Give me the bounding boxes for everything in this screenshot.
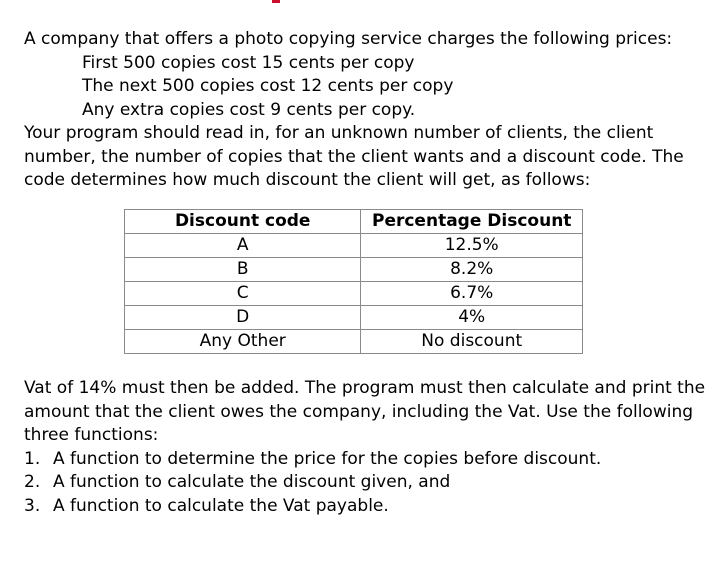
table-row <box>125 258 583 282</box>
price-line-first-500: First 500 copies cost 15 cents per copy <box>82 52 415 73</box>
percentage-cell: 8.2% <box>361 258 583 282</box>
price-line-next-500: The next 500 copies cost 12 cents per copy <box>82 76 454 96</box>
code-cell: B <box>125 258 361 282</box>
table-row <box>125 234 583 258</box>
intro-paragraph-line: number, the number of copies that the client wants and a discount code. The <box>24 146 684 167</box>
percentage-cell: 4% <box>361 306 583 330</box>
table-row <box>125 306 583 330</box>
functions-list <box>24 448 708 519</box>
list-item-text: A function to calculate the Vat payable. <box>53 495 389 516</box>
code-cell: Any Other <box>125 330 361 354</box>
header-discount-code: Discount code <box>125 210 361 234</box>
percentage-cell: No discount <box>361 330 583 354</box>
code-cell: C <box>125 282 361 306</box>
code-cell: A <box>125 234 361 258</box>
outro-paragraph-line: amount that the client owes the company, including the Vat. Use the following <box>24 401 694 422</box>
outro-section <box>24 377 708 518</box>
percentage-cell: 12.5% <box>361 234 583 258</box>
header-percentage-discount: Percentage Discount <box>361 210 583 234</box>
intro-paragraph-line: Your program should read in, for an unknown number of clients, the client <box>24 123 654 143</box>
list-item <box>24 495 708 519</box>
list-item-number: 2. <box>24 472 41 492</box>
intro-section <box>24 28 708 193</box>
list-item <box>24 471 708 495</box>
intro-paragraph-line: code determines how much discount the client will get, as follows: <box>24 170 591 190</box>
red-accent-mark <box>272 0 280 3</box>
price-line-extra: Any extra copies cost 9 cents per copy. <box>82 99 416 120</box>
table-row <box>125 330 583 354</box>
percentage-cell: 6.7% <box>361 282 583 306</box>
table-header-row <box>125 210 583 234</box>
list-item-text: A function to calculate the discount given, and <box>53 472 451 492</box>
top-edge-strip <box>0 0 720 3</box>
code-cell: D <box>125 306 361 330</box>
outro-paragraph-line: three functions: <box>24 425 159 445</box>
intro-first-line: A company that offers a photo copying service charges the following prices: <box>24 29 673 49</box>
list-item-number: 3. <box>24 495 41 516</box>
list-item-text: A function to determine the price for the copies before discount. <box>53 448 602 469</box>
list-item <box>24 448 708 472</box>
outro-paragraph-line: Vat of 14% must then be added. The program must then calculate and print the <box>24 378 706 398</box>
list-item-number: 1. <box>24 448 41 469</box>
discount-table <box>124 209 583 354</box>
table-row <box>125 282 583 306</box>
